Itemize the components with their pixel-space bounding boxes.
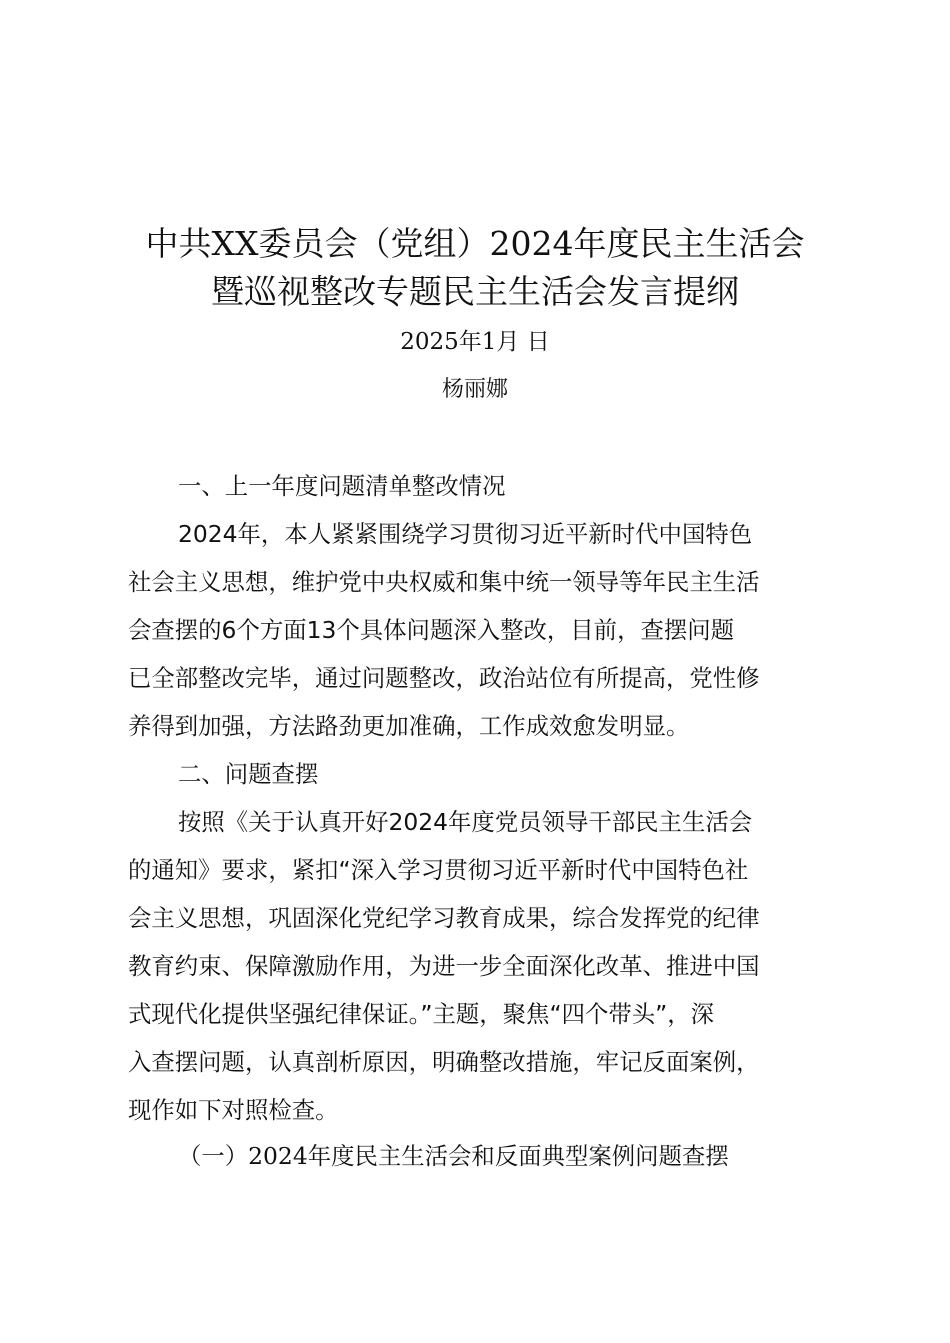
document-date: 2025年1月 日 [400, 329, 550, 355]
paragraph-line: 按照《关于认真开好2024年度党员领导干部民主生活会 [178, 808, 753, 836]
document-author: 杨丽娜 [441, 377, 508, 402]
paragraph-line: 式现代化提供坚强纪律保证。”主题，聚焦“四个带头”，深 [128, 1000, 715, 1028]
paragraph-line: 会查摆的6个方面13个具体问题深入整改，目前，查摆问题 [128, 616, 735, 644]
paragraph-line: 2024年，本人紧紧围绕学习贯彻习近平新时代中国特色 [178, 520, 753, 548]
paragraph-line: 入查摆问题，认真剖析原因，明确整改措施，牢记反面案例， [128, 1048, 760, 1076]
subsection-1-heading: （一）2024年度民主生活会和反面典型案例问题查摆 [178, 1142, 729, 1170]
section-1-heading: 一、上一年度问题清单整改情况 [178, 472, 506, 500]
document-title-line-1: 中共XX委员会（党组）2024年度民主生活会 [145, 224, 805, 263]
paragraph-line: 会主义思想，巩固深化党纪学习教育成果，综合发挥党的纪律 [128, 904, 760, 932]
paragraph-line: 已全部整改完毕，通过问题整改，政治站位有所提高，党性修 [128, 664, 760, 692]
document-title-line-2: 暨巡视整改专题民主生活会发言提纲 [211, 272, 739, 311]
paragraph-line: 养得到加强，方法路劲更加准确，工作成效愈发明显。 [128, 712, 690, 740]
paragraph-line: 社会主义思想，维护党中央权威和集中统一领导等年民主生活 [128, 568, 760, 596]
section-2-heading: 二、问题查摆 [178, 760, 319, 788]
paragraph-line: 现作如下对照检查。 [128, 1096, 339, 1124]
paragraph-line: 的通知》要求，紧扣“深入学习贯彻习近平新时代中国特色社 [128, 856, 749, 884]
paragraph-line: 教育约束、保障激励作用，为进一步全面深化改革、推进中国 [128, 952, 760, 980]
